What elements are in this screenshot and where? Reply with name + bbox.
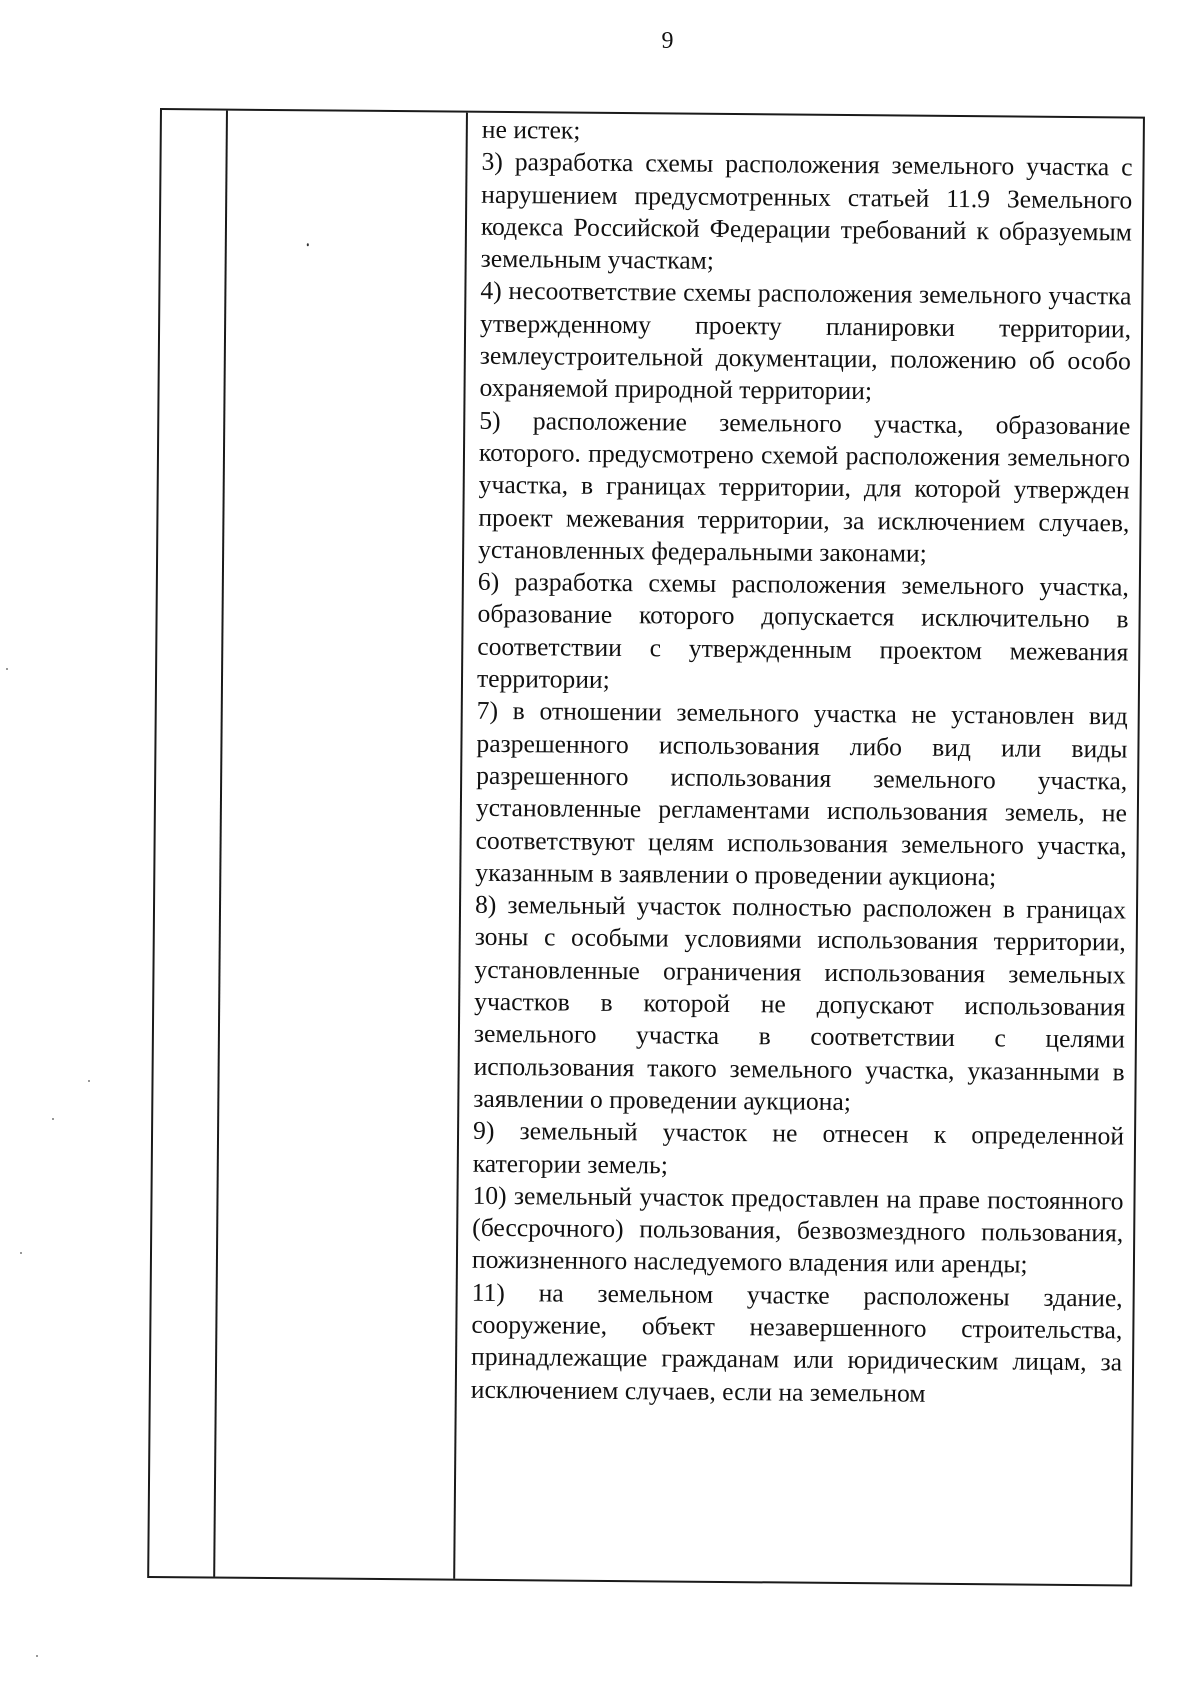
list-item: 3) разработка схемы расположения земельного участка с нарушением предусмотренных статьей 11.9 Земельного кодекса Российской Федерации требований к образуемым земельным участкам;: [480, 147, 1133, 276]
scan-speck: [36, 1655, 38, 1657]
list-item: 7) в отношении земельного участка не установлен вид разрешенного использования либо вид или виды разрешенного использования земельного участка, установленные регламентами использования земель, не соответствуют целям использования земельного участка, указанным в заявлении о проведении аукциона;: [475, 696, 1128, 892]
table-column-name: [215, 111, 468, 1579]
list-item: 6) разработка схемы расположения земельного участка, образование которого допускается исключительно в соответствии с утвержденным проектом межевания территории;: [476, 566, 1129, 694]
page-number: 9: [661, 28, 674, 54]
scan-speck: [20, 1252, 22, 1254]
list-item: 9) земельный участок не отнесен к определенной категории земель;: [472, 1115, 1125, 1179]
scan-speck: [307, 243, 309, 246]
list-item: 5) расположение земельного участка, образование которого. предусмотрено схемой расположения земельного участка, в границах территории, для которой утвержден проект межевания территории, за исключением случаев, установленных федеральными законами;: [478, 405, 1131, 568]
list-item: 4) несоответствие схемы расположения земельного участка утвержденному проекту планировки территории, землеустроительной документации, положению об особо охраняемой природной территории;: [479, 276, 1132, 406]
scan-speck: [88, 1080, 90, 1082]
list-item: 8) земельный участок полностью расположен в границах зоны с особыми условиями использования территории, установленные ограничения использования земельных участков в которой не допускают использования земельного участка в соответствии с целями использования такого земельного участка, указанными в заявлении о проведении аукциона;: [473, 889, 1127, 1116]
document-table: [147, 108, 1145, 1587]
list-item: 11) на земельном участке расположены здание, сооружение, объект незавершенного строительства, принадлежащие гражданам или юридическим лицам, за исключением случаев, если на земельном: [470, 1277, 1123, 1408]
list-item: 10) земельный участок предоставлен на праве постоянного (бессрочного) пользования, безвозмездного пользования, пожизненного наследуемого владения или аренды;: [471, 1180, 1124, 1280]
list-item: не истек;: [481, 114, 581, 145]
table-column-content: [455, 113, 1143, 1585]
scan-speck: [6, 668, 8, 670]
scan-speck: [52, 1118, 54, 1120]
